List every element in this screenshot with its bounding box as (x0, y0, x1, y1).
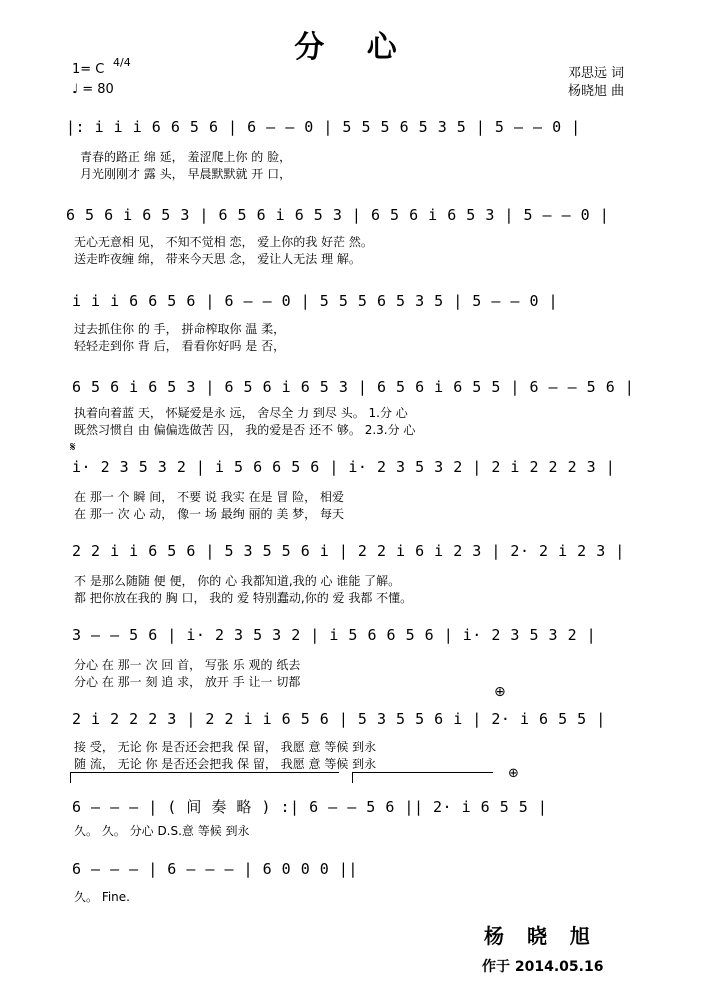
score-row-1-lyric-1: 青春的路正 绵 延， 羞涩爬上你 的 脸， (80, 150, 292, 164)
coda-icon: ⊕ (494, 684, 506, 700)
composer-credit: 杨晓旭 曲 (568, 84, 625, 99)
score-row-1-notes: |: i i i 6 6 5 6 | 6 — — 0 | 5 5 5 6 5 3 5 | 5 — — 0 | (66, 118, 581, 136)
score-row-5-lyric-1: 在 那一 个 瞬 间， 不要 说 我实 在是 冒 险， 相爱 (74, 490, 344, 504)
time-signature: 4/4 (113, 56, 131, 69)
composer-signature: 杨 晓 旭 (484, 924, 598, 948)
score-row-6-lyric-1: 不 是那么随随 便 便， 你的 心 我都知道,我的 心 谁能 了解。 (74, 574, 401, 588)
score-row-5-lyric-2: 在 那一 次 心 动， 像一 场 最绚 丽的 美 梦， 每天 (74, 507, 344, 521)
lyricist-credit: 邓思远 词 (568, 66, 625, 81)
score-row-7-notes: 3 — — 5 6 | i· 2 3 5 3 2 | i 5 6 6 5 6 | i· 2 3 5 3 2 | (72, 626, 597, 644)
first-ending-bracket (70, 772, 339, 783)
score-row-9-lyric-1: 久。 久。 分心 D.S.意 等候 到永 (74, 824, 250, 838)
score-row-5-notes: i· 2 3 5 3 2 | i 5 6 6 5 6 | i· 2 3 5 3 2 | 2 i 2 2 2 3 | (72, 458, 616, 476)
score-row-9-notes: 6 — — — | ( 间 奏 略 ) :| 6 — — 5 6 || 2· i 6 5 5 | (72, 798, 548, 816)
score-row-10-lyric-1: 久。 Fine. (74, 890, 130, 904)
composition-date: 作于 2014.05.16 (482, 959, 604, 975)
coda-icon: ⊕ (508, 766, 519, 781)
score-row-8-lyric-2: 随 流， 无论 你 是否还会把我 保 留， 我愿 意 等候 到永 (74, 757, 377, 771)
score-row-2-notes: 6 5 6 i 6 5 3 | 6 5 6 i 6 5 3 | 6 5 6 i 6 5 3 | 5 — — 0 | (66, 206, 610, 224)
score-row-7-lyric-1: 分心 在 那一 次 回 首， 写张 乐 观的 纸去 (74, 658, 301, 672)
key-signature: 1= C (72, 62, 105, 77)
segno-icon: 𝄋 (70, 440, 76, 455)
score-row-4-lyric-1: 执着向着蓝 天， 怀疑爱是永 远， 舍尽全 力 到尽 头。 1.分 心 (74, 406, 408, 420)
score-row-8-lyric-1: 接 受， 无论 你 是否还会把我 保 留， 我愿 意 等候 到永 (74, 740, 377, 754)
score-row-6-lyric-2: 都 把你放在我的 胸 口， 我的 爱 特别蠢动,你的 爱 我都 不懂。 (74, 591, 413, 605)
score-row-6-notes: 2 2 i i 6 5 6 | 5 3 5 5 6 i | 2 2 i 6 i 2 3 | 2· 2 i 2 3 | (72, 542, 625, 560)
score-row-7-lyric-2: 分心 在 那一 刻 追 求， 放开 手 让一 切都 (74, 675, 301, 689)
score-row-1-lyric-2: 月光刚刚才 露 头， 早晨默默就 开 口， (80, 167, 292, 181)
score-row-3-notes: i i i 6 6 5 6 | 6 — — 0 | 5 5 5 6 5 3 5 | 5 — — 0 | (72, 292, 559, 310)
tempo-marking: ♩ = 80 (72, 82, 114, 97)
score-row-3-lyric-2: 轻轻走到你 背 后， 看看你好吗 是 否， (74, 339, 286, 353)
score-row-2-lyric-2: 送走昨夜缠 绵， 带来今天思 念， 爱让人无法 理 解。 (74, 252, 361, 266)
second-ending-bracket (352, 772, 493, 783)
score-row-4-notes: 6 5 6 i 6 5 3 | 6 5 6 i 6 5 3 | 6 5 6 i 6 5 5 | 6 — — 5 6 | (72, 378, 635, 396)
song-title: 分 心 (294, 30, 413, 65)
score-row-3-lyric-1: 过去抓住你 的 手， 拼命榨取你 温 柔， (74, 322, 286, 336)
score-row-2-lyric-1: 无心无意相 见， 不知不觉相 恋， 爱上你的我 好茫 然。 (74, 235, 373, 249)
score-row-4-lyric-2: 既然习惯自 由 偏偏选做苦 囚， 我的爱是否 还不 够。 2.3.分 心 (74, 423, 416, 437)
score-row-10-notes: 6 — — — | 6 — — — | 6 0 0 0 || (72, 860, 358, 878)
score-row-8-notes: 2 i 2 2 2 3 | 2 2 i i 6 5 6 | 5 3 5 5 6 i | 2· i 6 5 5 | (72, 710, 606, 728)
